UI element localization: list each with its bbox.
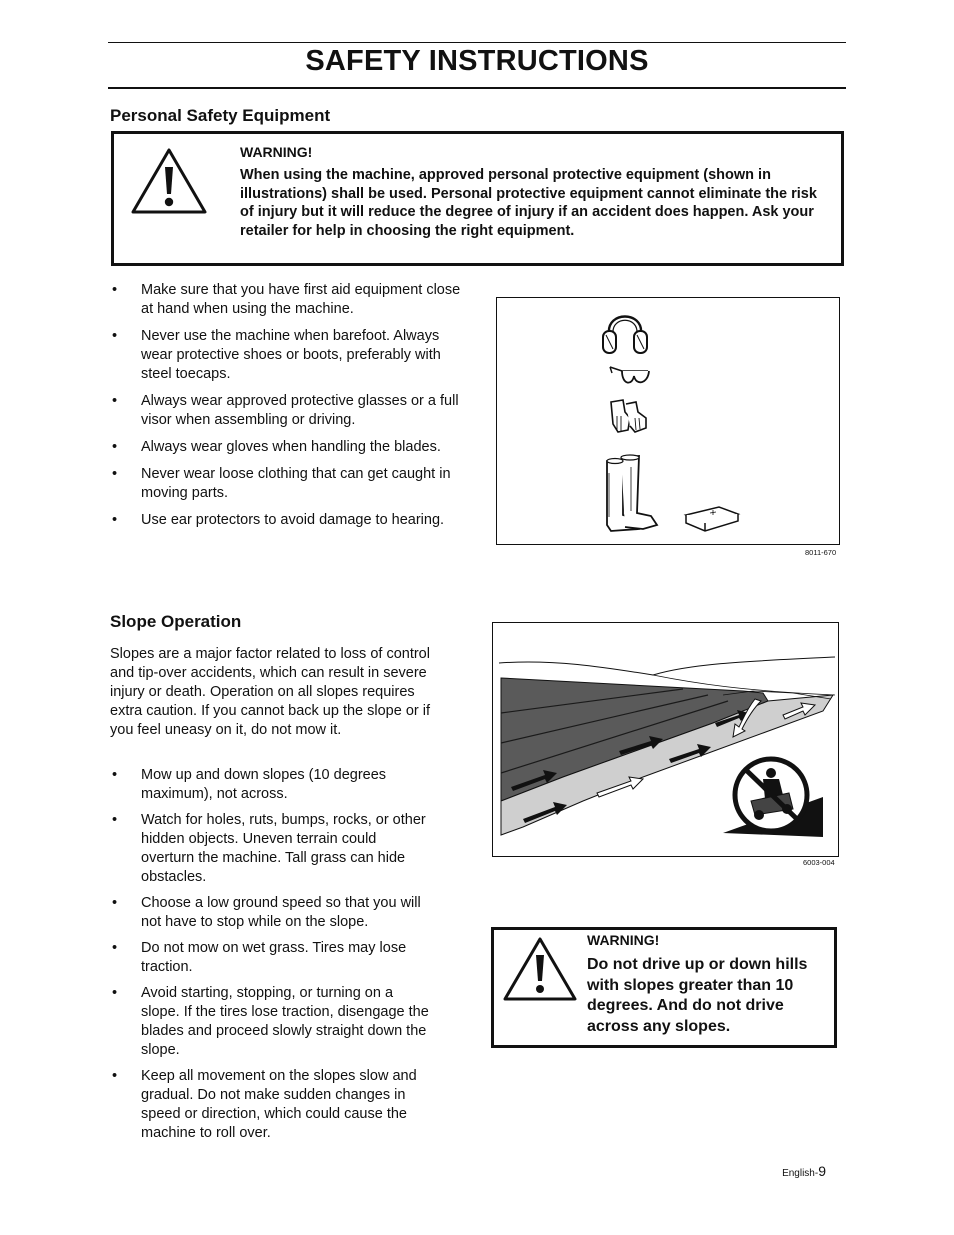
warning-box-equipment — [111, 131, 844, 266]
list-item: • Avoid starting, stopping, or turning on a slope. If the tires lose traction, disengage the blades and proceed slowly straight down the slope. — [110, 984, 430, 1060]
boots-icon — [601, 453, 663, 537]
footer-language: English- — [782, 1168, 819, 1179]
slope-illustration — [493, 623, 837, 855]
title-underline — [108, 87, 846, 89]
list-item: • Keep all movement on the slopes slow and gradual. Do not make sudden changes in speed or direction, which could cause the machine to roll over. — [110, 1067, 430, 1143]
list-item: • Always wear gloves when handling the blades. — [110, 438, 465, 457]
page-number: 9 — [818, 1163, 826, 1179]
page-footer — [782, 1163, 826, 1179]
list-item: • Never wear loose clothing that can get caught in moving parts. — [110, 465, 465, 503]
top-rule — [108, 42, 846, 43]
first-aid-kit-icon — [683, 501, 741, 533]
list-item: • Mow up and down slopes (10 degrees maximum), not across. — [110, 766, 430, 804]
slope-figure — [492, 622, 839, 857]
list-item: • Always wear approved protective glasses or a full visor when assembling or driving. — [110, 392, 465, 430]
figure-code-equipment: 8011-670 — [805, 548, 837, 557]
equipment-bullet-list — [110, 281, 465, 530]
warning-triangle-icon — [130, 147, 208, 215]
figure-code-slope: 6003-004 — [803, 858, 835, 867]
section-heading-personal: Personal Safety Equipment — [110, 106, 331, 125]
list-item: • Do not mow on wet grass. Tires may lose traction. — [110, 939, 430, 977]
ear-protector-icon — [600, 303, 650, 359]
list-item: • Choose a low ground speed so that you will not have to stop while on the slope. — [110, 894, 430, 932]
list-item: • Make sure that you have first aid equipment close at hand when using the machine. — [110, 281, 465, 319]
safety-glasses-icon — [608, 361, 652, 389]
warning-box-slope — [491, 927, 837, 1048]
list-item: • Use ear protectors to avoid damage to hearing. — [110, 511, 465, 530]
warning-text: Do not drive up or down hills with slopes greater than 10 degrees. And do not drive across any slopes. — [587, 956, 808, 1035]
page-title: SAFETY INSTRUCTIONS — [305, 45, 649, 77]
section-heading-slope: Slope Operation — [110, 612, 242, 631]
slope-bullet-list — [110, 766, 430, 1143]
warning-label: WARNING! — [240, 144, 313, 160]
list-item: • Watch for holes, ruts, bumps, rocks, or other hidden objects. Uneven terrain could overturn the machine. Tall grass can hide obstacles. — [110, 811, 430, 887]
slope-intro-paragraph: Slopes are a major factor related to loss of control and tip-over accidents, which can result in severe injury or death. Operation on all slopes requires extra caution. If you cannot back up the slope or if you feel uneasy on it, do not mow it. — [110, 646, 430, 738]
warning-label: WARNING! — [587, 932, 660, 948]
gloves-icon — [608, 396, 650, 434]
warning-text: When using the machine, approved personal protective equipment (shown in illustrations) shall be used. Personal protective equipment cannot eliminate the risk of injury but it will reduce the degree of injury if an accident does happen. Ask your retailer for help in choosing the right equipment. — [240, 167, 817, 239]
list-item: • Never use the machine when barefoot. Always wear protective shoes or boots, preferably with steel toecaps. — [110, 327, 465, 384]
warning-triangle-icon — [502, 936, 578, 1002]
equipment-figure — [496, 297, 840, 545]
